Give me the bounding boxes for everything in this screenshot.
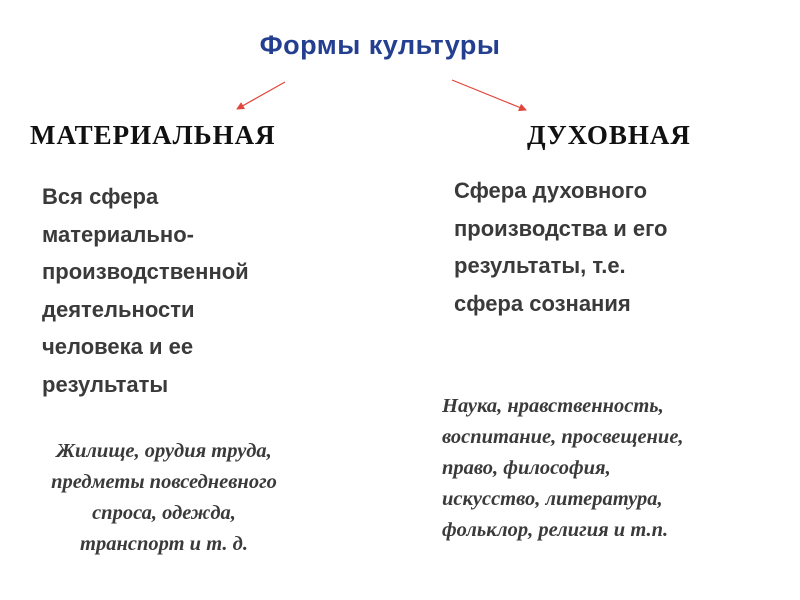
- example-line: Наука, нравственность,: [442, 395, 664, 417]
- description-line: результаты: [42, 371, 169, 397]
- material-description: [42, 178, 342, 403]
- example-line: право, философия,: [442, 457, 611, 479]
- example-line: фольклор, религия и т.п.: [442, 519, 669, 541]
- description-line: результаты, т.е.: [454, 253, 626, 278]
- description-line: производства и его: [454, 215, 668, 241]
- heading-material: МАТЕРИАЛЬНАЯ: [30, 120, 276, 150]
- diagram-title: Формы культуры: [259, 30, 501, 60]
- example-line: спроса, одежда,: [92, 502, 236, 524]
- example-line: искусство, литература,: [442, 488, 663, 510]
- arrow-right: [452, 80, 526, 110]
- description-line: деятельности: [42, 296, 195, 322]
- description-line: материально-: [42, 221, 194, 247]
- material-examples: [4, 436, 324, 560]
- description-line: производственной: [42, 259, 249, 284]
- example-line: транспорт и т. д.: [80, 533, 248, 555]
- spiritual-examples: [442, 391, 772, 546]
- description-line: человека и ее: [42, 334, 194, 359]
- arrow-left: [237, 82, 285, 109]
- example-line: воспитание, просвещение,: [442, 426, 684, 448]
- heading-spiritual: ДУХОВНАЯ: [527, 120, 691, 150]
- example-line: предметы повседневного: [51, 471, 277, 493]
- description-line: Вся сфера: [42, 184, 159, 209]
- description-line: Сфера духовного: [454, 178, 648, 203]
- spiritual-description: [454, 172, 754, 322]
- description-line: сфера сознания: [454, 290, 631, 316]
- example-line: Жилище, орудия труда,: [56, 440, 272, 462]
